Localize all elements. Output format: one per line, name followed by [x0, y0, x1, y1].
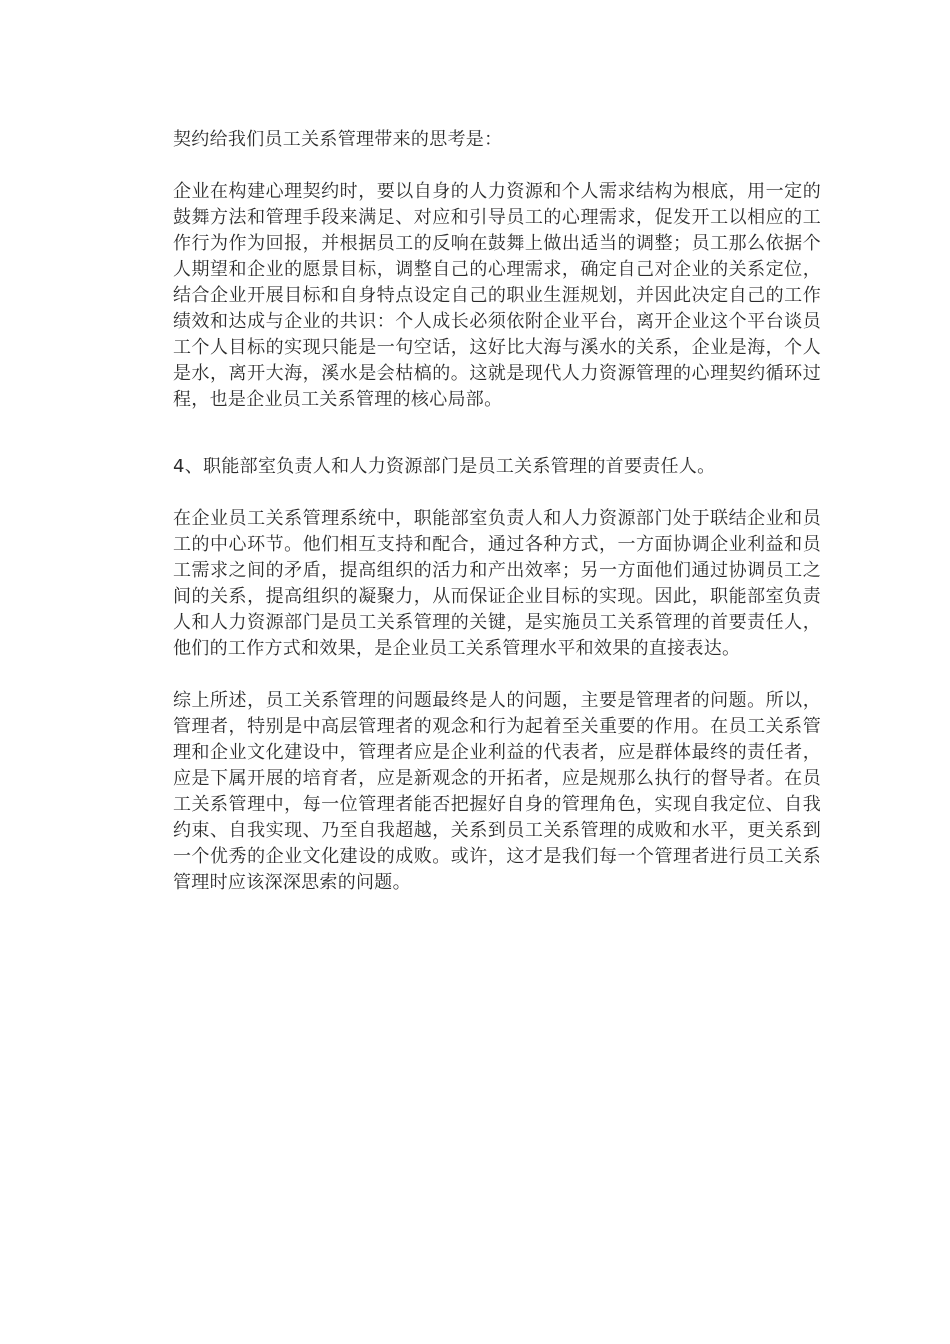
- section-heading: 4、职能部室负责人和人力资源部门是员工关系管理的首要责任人。: [173, 456, 716, 477]
- psychological-contract-paragraph: 企业在构建心理契约时，要以自身的人力资源和个人需求结构为根底，用一定的鼓舞方法和管理手段来满足、对应和引导员工的心理需求，促发开工以相应的工作行为作为回报，并根据员工的反响在鼓舞上做出适当的调整；员工那么依据个人期望和企业的愿景目标，调整自己的心理需求，确定自己对企业的关系定位，结合企业开展目标和自身特点设定自己的职业生涯规划，并因此决定自己的工作绩效和达成与企业的共识：个人成长必须依附企业平台，离开企业这个平台谈员工个人目标的实现只能是一句空话，这好比大海与溪水的关系，企业是海，个人是水，离开大海，溪水是会枯槁的。这就是现代人力资源管理的心理契约循环过程，也是企业员工关系管理的核心局部。: [173, 181, 821, 410]
- responsibility-paragraph: 在企业员工关系管理系统中，职能部室负责人和人力资源部门处于联结企业和员工的中心环节。他们相互支持和配合，通过各种方式，一方面协调企业利益和员工需求之间的矛盾，提高组织的活力和产出效率；另一方面他们通过协调员工之间的关系，提高组织的凝聚力，从而保证企业目标的实现。因此，职能部室负责人和人力资源部门是员工关系管理的关键，是实施员工关系管理的首要责任人，他们的工作方式和效果，是企业员工关系管理水平和效果的直接表达。: [173, 508, 821, 659]
- intro-paragraph: 契约给我们员工关系管理带来的思考是：: [173, 129, 503, 150]
- document-body: [173, 127, 821, 896]
- conclusion-paragraph: 综上所述，员工关系管理的问题最终是人的问题，主要是管理者的问题。所以，管理者，特别是中高层管理者的观念和行为起着至关重要的作用。在员工关系管理和企业文化建设中，管理者应是企业利益的代表者，应是群体最终的责任者，应是下属开展的培育者，应是新观念的开拓者，应是规那么执行的督导者。在员工关系管理中，每一位管理者能否把握好自身的管理角色，实现自我定位、自我约束、自我实现、乃至自我超越，关系到员工关系管理的成败和水平，更关系到一个优秀的企业文化建设的成败。或许，这才是我们每一个管理者进行员工关系管理时应该深深思索的问题。: [173, 690, 821, 893]
